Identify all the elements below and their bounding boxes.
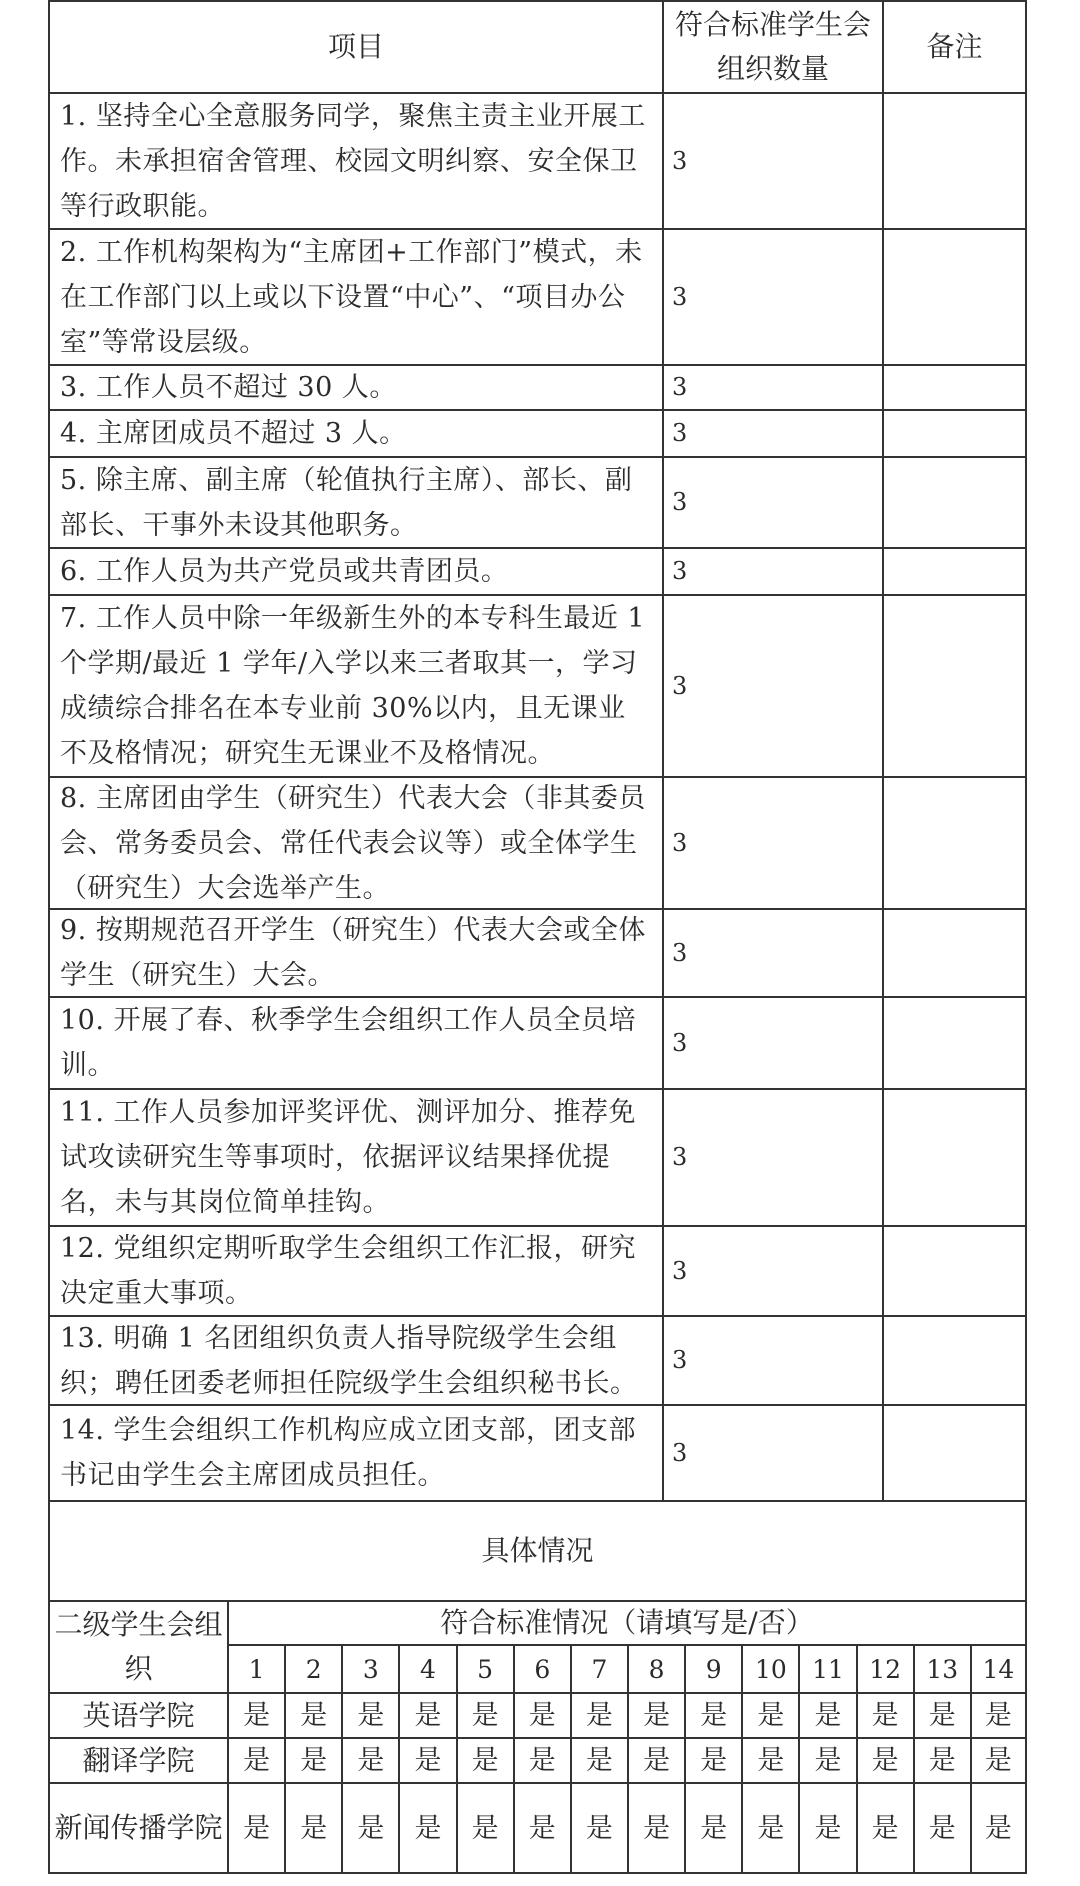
- compliance-cell: 是: [970, 1737, 1027, 1782]
- compliance-cell: 是: [970, 1782, 1027, 1874]
- compliance-cell: 是: [741, 1692, 798, 1737]
- compliance-cell: 是: [741, 1737, 798, 1782]
- criterion-count: 3: [662, 1225, 882, 1315]
- criterion-number-header: 12: [856, 1644, 913, 1692]
- compliance-cell: 是: [284, 1737, 341, 1782]
- compliance-cell: 是: [684, 1737, 741, 1782]
- compliance-cell: 是: [513, 1692, 570, 1737]
- criterion-text: 6. 工作人员为共产党员或共青团员。: [48, 547, 662, 594]
- criterion-count: 3: [662, 908, 882, 996]
- compliance-cell: 是: [798, 1692, 855, 1737]
- compliance-cell: 是: [398, 1782, 455, 1874]
- compliance-cell: 是: [627, 1737, 684, 1782]
- compliance-cell: 是: [227, 1782, 284, 1874]
- criterion-text: 5. 除主席、副主席（轮值执行主席）、部长、副部长、干事外未设其他职务。: [48, 456, 662, 547]
- criterion-count: 3: [662, 228, 882, 364]
- compliance-cell: 是: [570, 1692, 627, 1737]
- criterion-count: 3: [662, 364, 882, 409]
- criterion-count: 3: [662, 409, 882, 456]
- compliance-cell: 是: [513, 1737, 570, 1782]
- criterion-number-header: 4: [398, 1644, 455, 1692]
- criterion-remark: [882, 228, 1027, 364]
- compliance-cell: 是: [456, 1737, 513, 1782]
- compliance-cell: 是: [970, 1692, 1027, 1737]
- criterion-remark: [882, 908, 1027, 996]
- org-header: 二级学生会组织: [48, 1600, 227, 1692]
- criterion-text: 3. 工作人员不超过 30 人。: [48, 364, 662, 409]
- compliance-cell: 是: [227, 1692, 284, 1737]
- compliance-cell: 是: [341, 1782, 398, 1874]
- criterion-text: 1. 坚持全心全意服务同学，聚焦主责主业开展工作。未承担宿舍管理、校园文明纠察、安全保卫等行政职能。: [48, 92, 662, 228]
- compliance-cell: 是: [456, 1692, 513, 1737]
- criterion-remark: [882, 996, 1027, 1088]
- compliance-cell: 是: [913, 1692, 970, 1737]
- criterion-text: 2. 工作机构架构为“主席团+工作部门”模式，未在工作部门以上或以下设置“中心”、“项目办公室”等常设层级。: [48, 228, 662, 364]
- criterion-number-header: 3: [341, 1644, 398, 1692]
- criterion-text: 7. 工作人员中除一年级新生外的本专科生最近 1 个学期/最近 1 学年/入学以来三者取其一，学习成绩综合排名在本专业前 30%以内，且无课业不及格情况；研究生无课业不及格情况。: [48, 594, 662, 776]
- criterion-text: 14. 学生会组织工作机构应成立团支部，团支部书记由学生会主席团成员担任。: [48, 1404, 662, 1500]
- compliance-cell: 是: [456, 1782, 513, 1874]
- criterion-remark: [882, 1088, 1027, 1225]
- criterion-number-header: 8: [627, 1644, 684, 1692]
- criterion-number-header: 11: [798, 1644, 855, 1692]
- criterion-number-header: 9: [684, 1644, 741, 1692]
- compliance-cell: 是: [513, 1782, 570, 1874]
- compliance-cell: 是: [684, 1692, 741, 1737]
- compliance-cell: 是: [570, 1737, 627, 1782]
- criterion-number-header: 1: [227, 1644, 284, 1692]
- compliance-cell: 是: [798, 1782, 855, 1874]
- criterion-remark: [882, 1315, 1027, 1404]
- compliance-cell: 是: [341, 1692, 398, 1737]
- compliance-cell: 是: [856, 1692, 913, 1737]
- compliance-cell: 是: [741, 1782, 798, 1874]
- compliance-cell: 是: [856, 1737, 913, 1782]
- criterion-count: 3: [662, 547, 882, 594]
- org-name: 英语学院: [48, 1692, 227, 1737]
- compliance-cell: 是: [913, 1737, 970, 1782]
- criterion-remark: [882, 1404, 1027, 1500]
- criterion-number-header: 7: [570, 1644, 627, 1692]
- compliance-cell: 是: [227, 1737, 284, 1782]
- compliance-cell: 是: [398, 1692, 455, 1737]
- criterion-remark: [882, 364, 1027, 409]
- criterion-text: 10. 开展了春、秋季学生会组织工作人员全员培训。: [48, 996, 662, 1088]
- criterion-text: 12. 党组织定期听取学生会组织工作汇报，研究决定重大事项。: [48, 1225, 662, 1315]
- header-remark: 备注: [882, 0, 1027, 92]
- criterion-remark: [882, 1225, 1027, 1315]
- criterion-count: 3: [662, 996, 882, 1088]
- criterion-count: 3: [662, 92, 882, 228]
- compliance-cell: 是: [798, 1737, 855, 1782]
- criterion-remark: [882, 92, 1027, 228]
- criterion-remark: [882, 409, 1027, 456]
- compliance-cell: 是: [341, 1737, 398, 1782]
- criterion-count: 3: [662, 594, 882, 776]
- criterion-remark: [882, 547, 1027, 594]
- org-name: 翻译学院: [48, 1737, 227, 1782]
- compliance-cell: 是: [684, 1782, 741, 1874]
- criterion-number-header: 5: [456, 1644, 513, 1692]
- org-name: 新闻传播学院: [48, 1782, 227, 1874]
- criterion-number-header: 13: [913, 1644, 970, 1692]
- criterion-text: 8. 主席团由学生（研究生）代表大会（非其委员会、常务委员会、常任代表会议等）或全体学生（研究生）大会选举产生。: [48, 776, 662, 908]
- compliance-cell: 是: [913, 1782, 970, 1874]
- criterion-remark: [882, 456, 1027, 547]
- criterion-text: 4. 主席团成员不超过 3 人。: [48, 409, 662, 456]
- compliance-cell: 是: [284, 1692, 341, 1737]
- criterion-count: 3: [662, 1315, 882, 1404]
- criterion-number-header: 14: [970, 1644, 1027, 1692]
- criterion-count: 3: [662, 776, 882, 908]
- criterion-count: 3: [662, 456, 882, 547]
- criterion-number-header: 2: [284, 1644, 341, 1692]
- compliance-cell: 是: [284, 1782, 341, 1874]
- details-title: 具体情况: [48, 1500, 1027, 1600]
- criterion-remark: [882, 776, 1027, 908]
- criterion-number-header: 6: [513, 1644, 570, 1692]
- criterion-number-header: 10: [741, 1644, 798, 1692]
- header-item: 项目: [48, 0, 662, 92]
- criterion-text: 9. 按期规范召开学生（研究生）代表大会或全体学生（研究生）大会。: [48, 908, 662, 996]
- criterion-text: 13. 明确 1 名团组织负责人指导院级学生会组织；聘任团委老师担任院级学生会组织秘书长。: [48, 1315, 662, 1404]
- compliance-cell: 是: [627, 1692, 684, 1737]
- compliance-cell: 是: [398, 1737, 455, 1782]
- compliance-cell: 是: [570, 1782, 627, 1874]
- compliance-cell: 是: [856, 1782, 913, 1874]
- criterion-remark: [882, 594, 1027, 776]
- criterion-count: 3: [662, 1088, 882, 1225]
- criterion-text: 11. 工作人员参加评奖评优、测评加分、推荐免试攻读研究生等事项时，依据评议结果择优提名，未与其岗位简单挂钩。: [48, 1088, 662, 1225]
- compliance-cell: 是: [627, 1782, 684, 1874]
- criterion-count: 3: [662, 1404, 882, 1500]
- header-count: 符合标准学生会组织数量: [662, 0, 882, 92]
- status-header: 符合标准情况（请填写是/否）: [227, 1600, 1027, 1644]
